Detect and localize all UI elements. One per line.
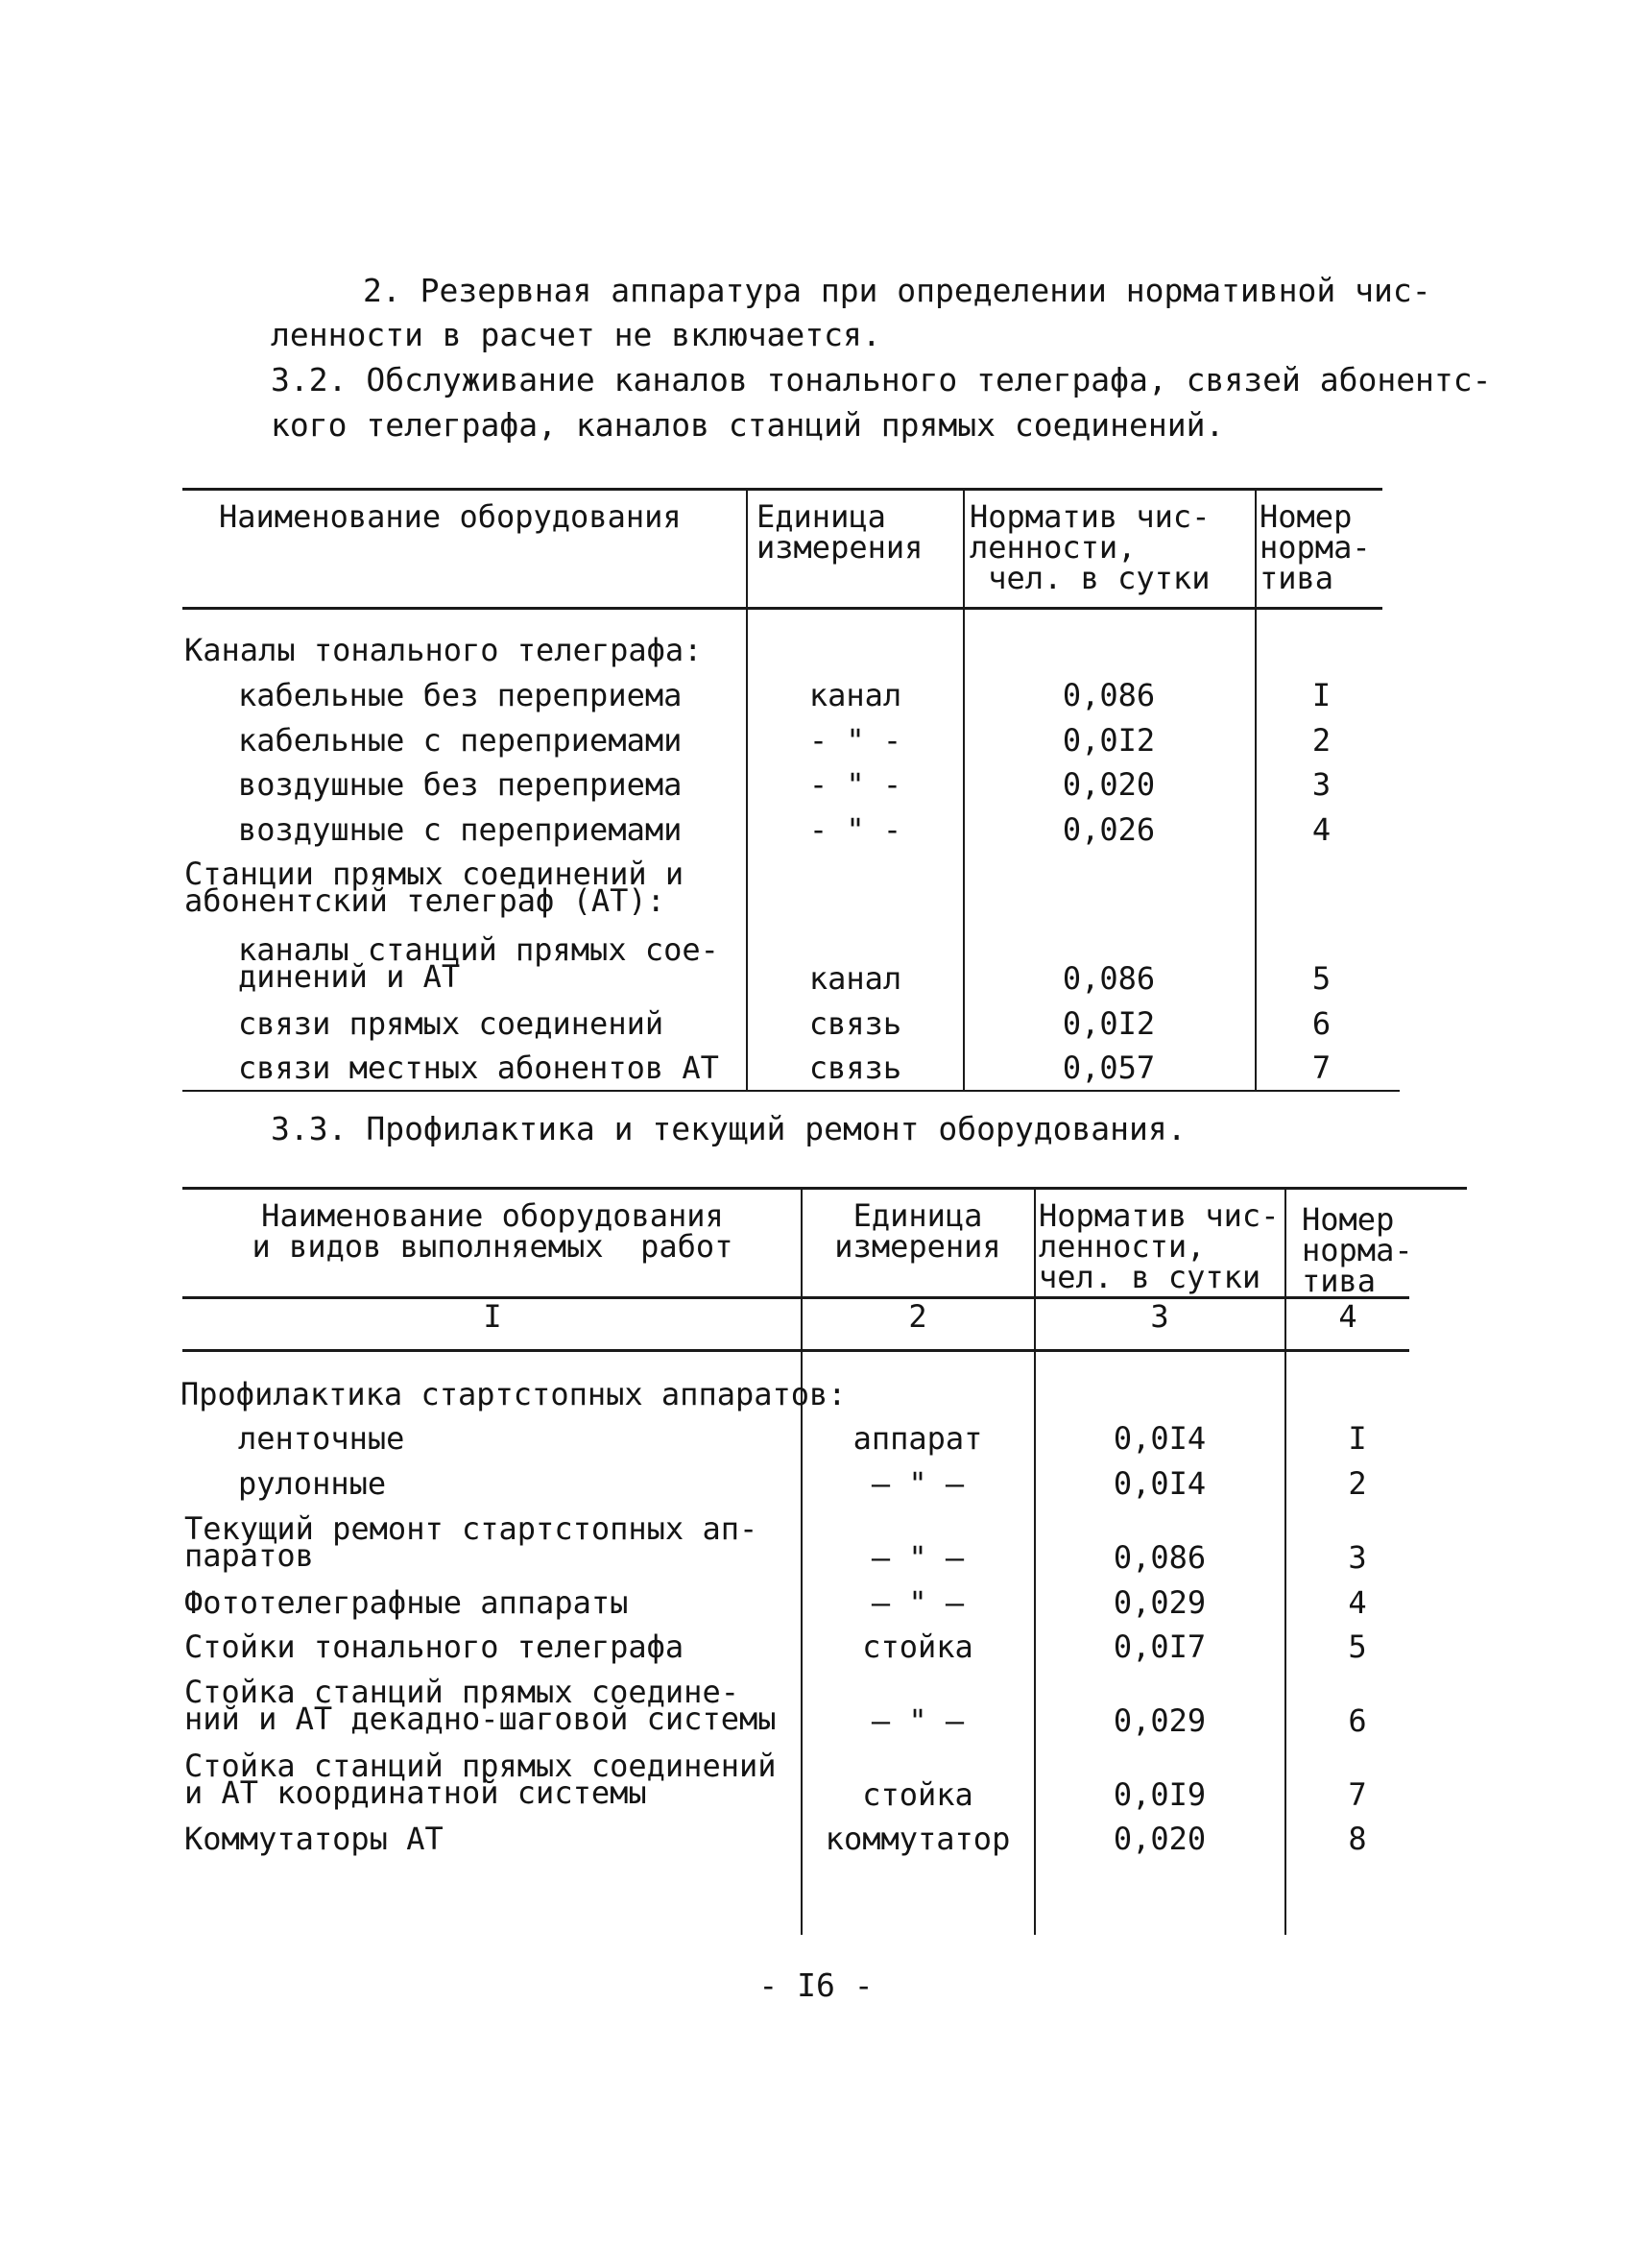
row-name: Стойки тонального телеграфа [184, 1629, 684, 1665]
row-name: воздушные без переприема [238, 766, 683, 803]
table-1-top-rule [182, 488, 1382, 491]
paragraph-2-line-1: 2. Резервная аппаратура при определении нормативной чис- [363, 272, 1431, 309]
row-unit: — " — [871, 1584, 965, 1621]
table-2-col-number-3: 3 [1150, 1298, 1169, 1335]
row-name: кабельные с переприемами [238, 722, 683, 759]
table-2-header-norm: Норматив чис- ленности, чел. в сутки [1039, 1197, 1280, 1295]
row-unit: канал [808, 677, 902, 713]
row-value: 0,086 [1062, 960, 1156, 997]
row-number: 7 [1311, 1050, 1332, 1086]
table-2-col-number-2: 2 [908, 1298, 927, 1335]
row-unit: канал [808, 960, 902, 997]
row-name: Коммутаторы АТ [184, 1821, 444, 1857]
table-2-header-number: Номер норма- тива [1302, 1201, 1413, 1299]
row-name: Текущий ремонт стартстопных ап- паратов [184, 1510, 758, 1574]
table-1-header-name: Наименование оборудования [219, 498, 682, 535]
row-number: 5 [1348, 1629, 1367, 1665]
row-value: 0,086 [1062, 677, 1156, 713]
row-value: 0,026 [1062, 811, 1156, 848]
row-value: 0,0I7 [1113, 1629, 1207, 1665]
table-1-group-direct-stations: Станции прямых соединений и абонентский телеграф (АТ): [184, 856, 684, 919]
row-unit: - " - [808, 766, 902, 803]
table-2-col-number-4: 4 [1338, 1298, 1357, 1335]
table-2-header-unit: Единица измерения [834, 1197, 1001, 1265]
row-value: 0,057 [1062, 1050, 1156, 1086]
table-1-header-unit: Единица измерения [756, 498, 924, 566]
row-number: I [1311, 677, 1332, 713]
table-2-header-name: Наименование оборудования и видов выполняемых работ [252, 1197, 733, 1265]
table-2-group-prophylaxis: Профилактика стартстопных аппаратов: [180, 1376, 847, 1412]
paragraph-2-line-2: ленности в расчет не включается. [271, 316, 881, 353]
row-name: Фототелеграфные аппараты [184, 1584, 629, 1621]
table-1-divider-1 [746, 490, 748, 1092]
table-2-colnum-rule [182, 1349, 1409, 1352]
row-number: 2 [1348, 1465, 1367, 1502]
row-number: 4 [1348, 1584, 1367, 1621]
row-unit: связь [808, 1050, 902, 1086]
row-unit: коммутатор [825, 1821, 1011, 1857]
row-name: рулонные [238, 1465, 387, 1502]
row-unit: — " — [871, 1539, 965, 1576]
table-1-header-number: Номер норма- тива [1260, 498, 1371, 596]
row-unit: — " — [871, 1702, 965, 1739]
row-unit: - " - [808, 722, 902, 759]
row-value: 0,0I4 [1113, 1465, 1207, 1502]
row-number: 8 [1348, 1821, 1367, 1857]
row-value: 0,0I2 [1062, 1005, 1156, 1042]
row-unit: стойка [862, 1629, 973, 1665]
row-name: связи местных абонентов АТ [238, 1050, 719, 1086]
section-3-3-title: 3.3. Профилактика и текущий ремонт оборудования. [271, 1110, 1187, 1147]
row-unit: связь [808, 1005, 902, 1042]
page-number: - I6 - [758, 1966, 874, 2004]
table-1-header-rule [182, 607, 1382, 610]
row-number: 5 [1311, 960, 1332, 997]
row-unit: аппарат [852, 1420, 983, 1457]
table-2-col-number-1: I [483, 1298, 502, 1335]
row-name: воздушные с переприемами [238, 811, 683, 848]
row-number: 3 [1348, 1539, 1367, 1576]
row-number: 6 [1348, 1702, 1367, 1739]
row-number: I [1348, 1420, 1367, 1457]
row-number: 4 [1311, 811, 1332, 848]
row-value: 0,0I4 [1113, 1420, 1207, 1457]
row-number: 6 [1311, 1005, 1332, 1042]
table-1-bottom-rule [182, 1090, 1400, 1092]
section-3-2-title-line-2: кого телеграфа, каналов станций прямых соединений. [271, 406, 1225, 444]
row-number: 3 [1311, 766, 1332, 803]
table-1-group-tone-channels: Каналы тонального телеграфа: [184, 632, 703, 668]
section-3-2-title-line-1: 3.2. Обслуживание каналов тонального телеграфа, связей абонентс- [271, 361, 1492, 398]
row-number: 2 [1311, 722, 1332, 759]
row-unit: стойка [862, 1776, 973, 1813]
row-number: 7 [1348, 1776, 1367, 1813]
row-name: связи прямых соединений [238, 1005, 664, 1042]
row-unit: - " - [808, 811, 902, 848]
row-value: 0,0I9 [1113, 1776, 1207, 1813]
row-name: Стойка станций прямых соединений и АТ координатной системы [184, 1748, 777, 1811]
row-name: каналы станций прямых сое- динений и АТ [238, 931, 719, 995]
row-name: ленточные [238, 1420, 405, 1457]
row-value: 0,086 [1113, 1539, 1207, 1576]
row-unit: — " — [871, 1465, 965, 1502]
table-2-top-rule [182, 1187, 1467, 1190]
row-value: 0,020 [1113, 1821, 1207, 1857]
row-name: кабельные без переприема [238, 677, 683, 713]
row-value: 0,029 [1113, 1702, 1207, 1739]
row-value: 0,029 [1113, 1584, 1207, 1621]
row-name: Стойка станций прямых соедине- ний и АТ декадно-шаговой системы [184, 1674, 777, 1737]
row-value: 0,0I2 [1062, 722, 1156, 759]
row-value: 0,020 [1062, 766, 1156, 803]
table-1-header-norm: Норматив чис- ленности, чел. в сутки [970, 498, 1211, 596]
